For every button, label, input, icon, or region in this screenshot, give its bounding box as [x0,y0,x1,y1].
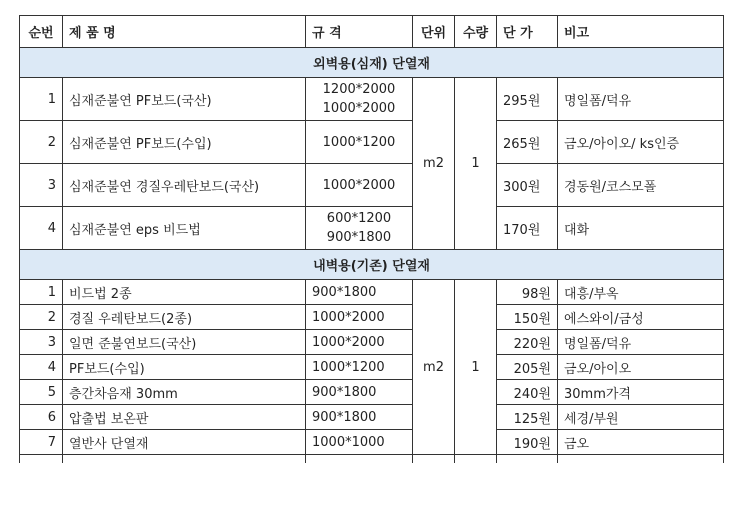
empty-cell [63,455,306,464]
row-name: 심재준불연 PF보드(국산) [63,78,306,121]
empty-cell [20,455,63,464]
row-note: 명일폼/덕유 [558,330,724,355]
row-spec: 1000*2000 [306,330,413,355]
row-no: 3 [20,164,63,207]
table-row [20,164,724,207]
row-spec: 1000*2000 [306,305,413,330]
table-row [20,380,724,405]
header-qty: 수량 [455,16,497,48]
row-price: 150원 [497,305,558,330]
row-price: 98원 [497,280,558,305]
row-no: 7 [20,430,63,455]
table-row [20,78,724,121]
row-note: 금오 [558,430,724,455]
table-row [20,305,724,330]
row-note: 대흥/부옥 [558,280,724,305]
row-spec: 1000*1000 [306,430,413,455]
row-note: 명일폼/덕유 [558,78,724,121]
row-name: 심재준불연 PF보드(수입) [63,121,306,164]
row-note: 금오/아이오 [558,355,724,380]
row-spec: 1000*1200 [306,355,413,380]
section-title: 외벽용(심재) 단열재 [20,48,724,78]
table-row [20,121,724,164]
row-price: 240원 [497,380,558,405]
spec-line: 1000*2000 [322,177,396,193]
header-note: 비고 [558,16,724,48]
row-name: PF보드(수입) [63,355,306,380]
row-no: 2 [20,121,63,164]
spec-line: 1000*2000 [322,101,396,116]
spec-line: 1200*2000 [322,82,396,97]
row-note: 에스와이/금성 [558,305,724,330]
row-price: 295원 [497,78,558,121]
table-row [20,330,724,355]
empty-cell [455,455,497,464]
header-spec: 규 격 [306,16,413,48]
empty-cell [497,455,558,464]
table-row-partial [20,455,724,464]
row-no: 4 [20,207,63,250]
row-note: 30mm가격 [558,380,724,405]
section-header-exterior [20,48,724,78]
row-no: 2 [20,305,63,330]
row-no: 3 [20,330,63,355]
header-unit: 단위 [413,16,455,48]
unit-cell: m2 [413,280,455,455]
row-name: 압출법 보온판 [63,405,306,430]
table-row [20,405,724,430]
spec-line: 600*1200 [326,211,392,226]
row-no: 1 [20,280,63,305]
row-name: 층간차음재 30mm [63,380,306,405]
row-name: 심재준불연 eps 비드법 [63,207,306,250]
spec-line: 900*1800 [326,230,392,245]
row-spec: 900*1800 [306,280,413,305]
spec-line: 1000*1200 [322,134,396,150]
section-title: 내벽용(기존) 단열재 [20,250,724,280]
row-price: 125원 [497,405,558,430]
empty-cell [558,455,724,464]
header-row [20,16,724,48]
row-price: 220원 [497,330,558,355]
price-table [19,15,724,463]
section-header-interior [20,250,724,280]
row-name: 일면 준불연보드(국산) [63,330,306,355]
row-spec [306,164,413,207]
header-product-name: 제 품 명 [63,16,306,48]
row-price: 205원 [497,355,558,380]
row-spec: 900*1800 [306,405,413,430]
table-row [20,207,724,250]
row-no: 6 [20,405,63,430]
table-row [20,355,724,380]
row-spec: 900*1800 [306,380,413,405]
row-spec [306,121,413,164]
row-spec [306,207,413,250]
empty-cell [413,455,455,464]
row-price: 300원 [497,164,558,207]
row-note: 세경/부원 [558,405,724,430]
row-no: 5 [20,380,63,405]
row-name: 열반사 단열재 [63,430,306,455]
row-price: 170원 [497,207,558,250]
qty-cell: 1 [455,280,497,455]
row-name: 경질 우레탄보드(2종) [63,305,306,330]
empty-cell [306,455,413,464]
row-no: 4 [20,355,63,380]
table-row [20,280,724,305]
row-name: 비드법 2종 [63,280,306,305]
row-name: 심재준불연 경질우레탄보드(국산) [63,164,306,207]
row-price: 190원 [497,430,558,455]
row-note: 경동원/코스모폴 [558,164,724,207]
qty-cell: 1 [455,78,497,250]
row-note: 금오/아이오/ ks인증 [558,121,724,164]
row-spec [306,78,413,121]
row-no: 1 [20,78,63,121]
row-price: 265원 [497,121,558,164]
header-no: 순번 [20,16,63,48]
table-row [20,430,724,455]
header-price: 단 가 [497,16,558,48]
unit-cell: m2 [413,78,455,250]
row-note: 대화 [558,207,724,250]
